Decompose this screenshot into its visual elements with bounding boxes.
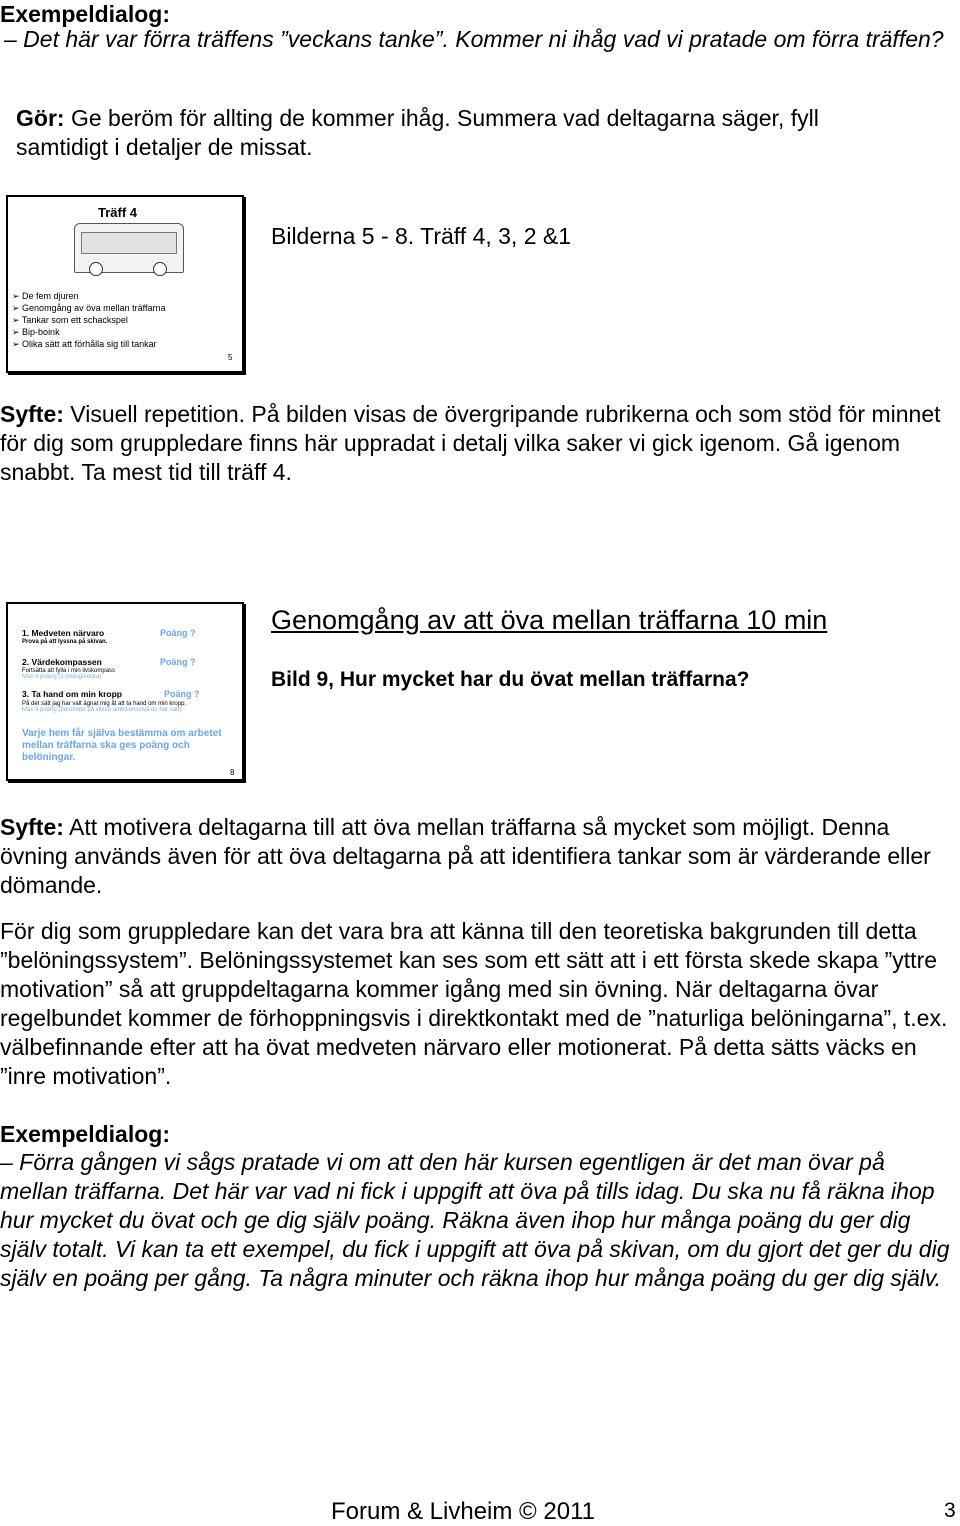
slide1-caption: Bilderna 5 - 8. Träff 4, 3, 2 &1 <box>271 223 572 249</box>
dialog-heading-2: Exempeldialog: <box>0 1121 170 1147</box>
slide-item-3-max: Max 4 poäng (beroende på vilken ambitionsnivå du har satt) <box>22 707 182 713</box>
syfte-text: Att motivera deltagarna till att öva mellan träffarna så mycket som möjligt. Denna övning används även för att öva deltagarna på att identifiera tankar som är värderande eller dömande. <box>0 814 931 898</box>
slide-item-2-max: Max 4 poäng (1 poäng/vecka) <box>22 674 102 680</box>
slide-number: 5 <box>228 353 233 362</box>
slide-points-2: Poäng ? <box>160 657 196 667</box>
syfte-paragraph-1 <box>0 400 950 487</box>
syfte-label: Syfte: <box>0 401 64 427</box>
bus-illustration <box>74 223 184 273</box>
slide-bullet: ➢ Bip-boink <box>12 326 165 338</box>
slide2-subheading: Bild 9, Hur mycket har du övat mellan träffarna? <box>271 668 750 691</box>
slide-points-1: Poäng ? <box>160 628 196 638</box>
slide-item-3-sub: På det sätt jag har valt ägnat mig åt att ta hand om min kropp. <box>22 701 187 707</box>
slide-bullet: ➢ Tankar som ett schackspel <box>12 314 165 326</box>
syfte-text: Visuell repetition. På bilden visas de övergripande rubrikerna och som stöd för minnet för dig som gruppledare finns här uppradat i detalj vilka saker vi gick igenom. Gå igenom snabbt. Ta mest tid till träff 4. <box>0 401 941 485</box>
slide-item-1-sub: Prova på att lyssna på skivan. <box>22 639 108 645</box>
slide-slogan: Varje hem får själva bestämma om arbetet mellan träffarna ska ges poäng och belöningar. <box>22 728 222 763</box>
slide-item-1: 1. Medveten närvaro <box>22 628 105 638</box>
slide-bullet: ➢ Genomgång av öva mellan träffarna <box>12 302 165 314</box>
slide-item-2-sub: Fortsätta att fylla i min livskompass <box>22 668 116 674</box>
syfte-label: Syfte: <box>0 814 64 840</box>
slide-bullet-list <box>12 290 165 350</box>
slide-item-2: 2. Värdekompassen <box>22 657 102 667</box>
gor-paragraph <box>16 104 916 162</box>
slide-thumbnail-traff4 <box>6 195 244 373</box>
dialog-text-2: – Förra gången vi sågs pratade vi om att den här kursen egentligen är det man övar på mellan träffarna. Det här var vad ni fick i uppgift att öva på tills idag. Du ska nu få räkna ihop hur mycket du övat och ge dig själv poäng. Räkna även ihop hur många poäng du ger dig själv totalt. Vi kan ta ett exempel, du fick i uppgift att öva på skivan, om du gjort det ger du dig själv en poäng per gång. Ta några minuter och räkna ihop hur många poäng du ger dig själv. <box>0 1149 950 1291</box>
slide-thumbnail-ova <box>6 602 244 781</box>
theory-paragraph: För dig som gruppledare kan det vara bra att känna till den teoretiska bakgrunden till detta ”belöningssystem”. Belöningssystemet kan ses som ett sätt att i ett första skede skapa ”yttre motivation” så att gruppdeltagarna kommer igång med sin övning. När deltagarna övar regelbundet kommer de förhoppningsvis i direktkontakt med de ”naturliga belöningarna”, t.ex. välbefinnande efter att ha övat medveten närvaro eller motionerat. På detta sätts väcks en ”inre motivation”. <box>0 918 948 1089</box>
slide-bullet: ➢ Olika sätt att förhålla sig till tankar <box>12 338 165 350</box>
dialog-heading-1: Exempeldialog: <box>0 1 170 27</box>
slide-points-3: Poäng ? <box>164 689 200 699</box>
slide-bullet: ➢ De fem djuren <box>12 290 165 302</box>
gor-text: Ge beröm för allting de kommer ihåg. Summera vad deltagarna säger, fyll samtidigt i detaljer de missat. <box>16 105 819 160</box>
page-number: 3 <box>944 1499 956 1522</box>
slide-title: Träff 4 <box>98 205 138 220</box>
slide-item-3: 3. Ta hand om min kropp <box>22 689 122 699</box>
gor-label: Gör: <box>16 105 65 131</box>
footer-text: Forum & Livheim © 2011 <box>331 1498 596 1525</box>
slide-number: 8 <box>230 768 235 777</box>
slide2-heading: Genomgång av att öva mellan träffarna 10 min <box>271 605 828 635</box>
syfte-paragraph-2 <box>0 813 950 900</box>
dialog-text-1: – Det här var förra träffens ”veckans tanke”. Kommer ni ihåg vad vi pratade om förra träffen? <box>4 26 944 52</box>
